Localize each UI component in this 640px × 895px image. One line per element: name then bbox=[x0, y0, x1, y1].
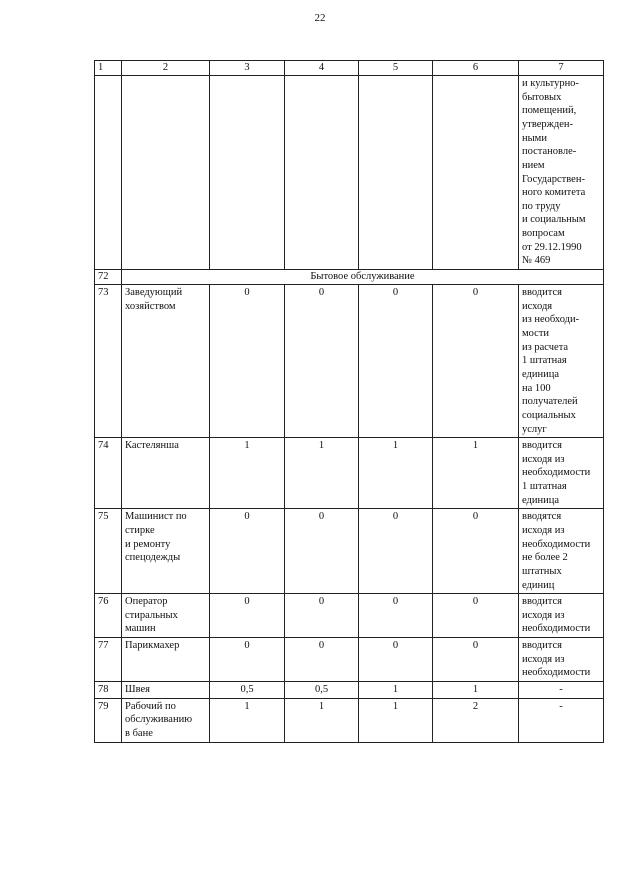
count-col-3: 0,5 bbox=[210, 682, 285, 699]
row-number: 79 bbox=[95, 698, 122, 742]
empty-cell bbox=[95, 76, 122, 270]
empty-cell bbox=[122, 76, 210, 270]
section-row bbox=[95, 270, 604, 285]
section-title: Бытовое обслуживание bbox=[122, 270, 604, 285]
count-col-6: 0 bbox=[433, 285, 519, 438]
note-cell: вводится исходя из необходимости bbox=[519, 638, 604, 682]
count-col-6: 1 bbox=[433, 682, 519, 699]
count-col-3: 0 bbox=[210, 509, 285, 594]
count-col-5: 0 bbox=[359, 285, 433, 438]
note-cell: - bbox=[519, 698, 604, 742]
note-cell: вводятся исходя из необходимости не более 2 штатных единиц bbox=[519, 509, 604, 594]
note-cell: - bbox=[519, 682, 604, 699]
position-name: Оператор стиральных машин bbox=[122, 594, 210, 638]
note-cell: вводится исходя из необходимости bbox=[519, 594, 604, 638]
header-cell: 5 bbox=[359, 61, 433, 76]
position-name: Парикмахер bbox=[122, 638, 210, 682]
count-col-4: 0 bbox=[285, 638, 359, 682]
header-cell: 4 bbox=[285, 61, 359, 76]
row-number: 76 bbox=[95, 594, 122, 638]
count-col-5: 1 bbox=[359, 698, 433, 742]
count-col-3: 1 bbox=[210, 438, 285, 509]
header-cell: 2 bbox=[122, 61, 210, 76]
count-col-4: 0 bbox=[285, 594, 359, 638]
count-col-5: 1 bbox=[359, 682, 433, 699]
row-number: 74 bbox=[95, 438, 122, 509]
header-cell: 7 bbox=[519, 61, 604, 76]
count-col-5: 0 bbox=[359, 638, 433, 682]
table-row bbox=[95, 682, 604, 699]
count-col-4: 1 bbox=[285, 438, 359, 509]
note-cell: вводится исходя из необходи- мости из расчета 1 штатная единица на 100 получателей социальных услуг bbox=[519, 285, 604, 438]
section-number: 72 bbox=[95, 270, 122, 285]
table-row bbox=[95, 698, 604, 742]
count-col-6: 0 bbox=[433, 594, 519, 638]
header-row bbox=[95, 61, 604, 76]
empty-cell bbox=[210, 76, 285, 270]
header-cell: 3 bbox=[210, 61, 285, 76]
position-name: Рабочий по обслуживанию в бане bbox=[122, 698, 210, 742]
header-cell: 1 bbox=[95, 61, 122, 76]
page-number: 22 bbox=[314, 12, 326, 24]
count-col-4: 0 bbox=[285, 509, 359, 594]
count-col-3: 0 bbox=[210, 594, 285, 638]
count-col-6: 2 bbox=[433, 698, 519, 742]
table-body bbox=[95, 61, 604, 743]
position-name: Машинист по стирке и ремонту спецодежды bbox=[122, 509, 210, 594]
position-name: Кастелянша bbox=[122, 438, 210, 509]
row-number: 75 bbox=[95, 509, 122, 594]
count-col-3: 1 bbox=[210, 698, 285, 742]
count-col-4: 0,5 bbox=[285, 682, 359, 699]
count-col-4: 0 bbox=[285, 285, 359, 438]
row-number: 78 bbox=[95, 682, 122, 699]
table-row bbox=[95, 285, 604, 438]
count-col-5: 0 bbox=[359, 509, 433, 594]
header-cell: 6 bbox=[433, 61, 519, 76]
table-row bbox=[95, 594, 604, 638]
count-col-3: 0 bbox=[210, 285, 285, 438]
table-row bbox=[95, 509, 604, 594]
count-col-5: 1 bbox=[359, 438, 433, 509]
continuation-row bbox=[95, 76, 604, 270]
empty-cell bbox=[285, 76, 359, 270]
table-row bbox=[95, 438, 604, 509]
position-name: Швея bbox=[122, 682, 210, 699]
row-number: 73 bbox=[95, 285, 122, 438]
empty-cell bbox=[359, 76, 433, 270]
position-name: Заведующий хозяйством bbox=[122, 285, 210, 438]
continuation-note: и культурно- бытовых помещений, утвержден- ными постановле- нием Государствен- ного комитета по труду и социальным вопросам от 29.12.1990 № 469 bbox=[519, 76, 604, 270]
count-col-6: 1 bbox=[433, 438, 519, 509]
count-col-6: 0 bbox=[433, 638, 519, 682]
table-row bbox=[95, 638, 604, 682]
count-col-3: 0 bbox=[210, 638, 285, 682]
row-number: 77 bbox=[95, 638, 122, 682]
count-col-5: 0 bbox=[359, 594, 433, 638]
staff-table bbox=[94, 60, 604, 743]
note-cell: вводится исходя из необходимости 1 штатная единица bbox=[519, 438, 604, 509]
empty-cell bbox=[433, 76, 519, 270]
count-col-4: 1 bbox=[285, 698, 359, 742]
count-col-6: 0 bbox=[433, 509, 519, 594]
